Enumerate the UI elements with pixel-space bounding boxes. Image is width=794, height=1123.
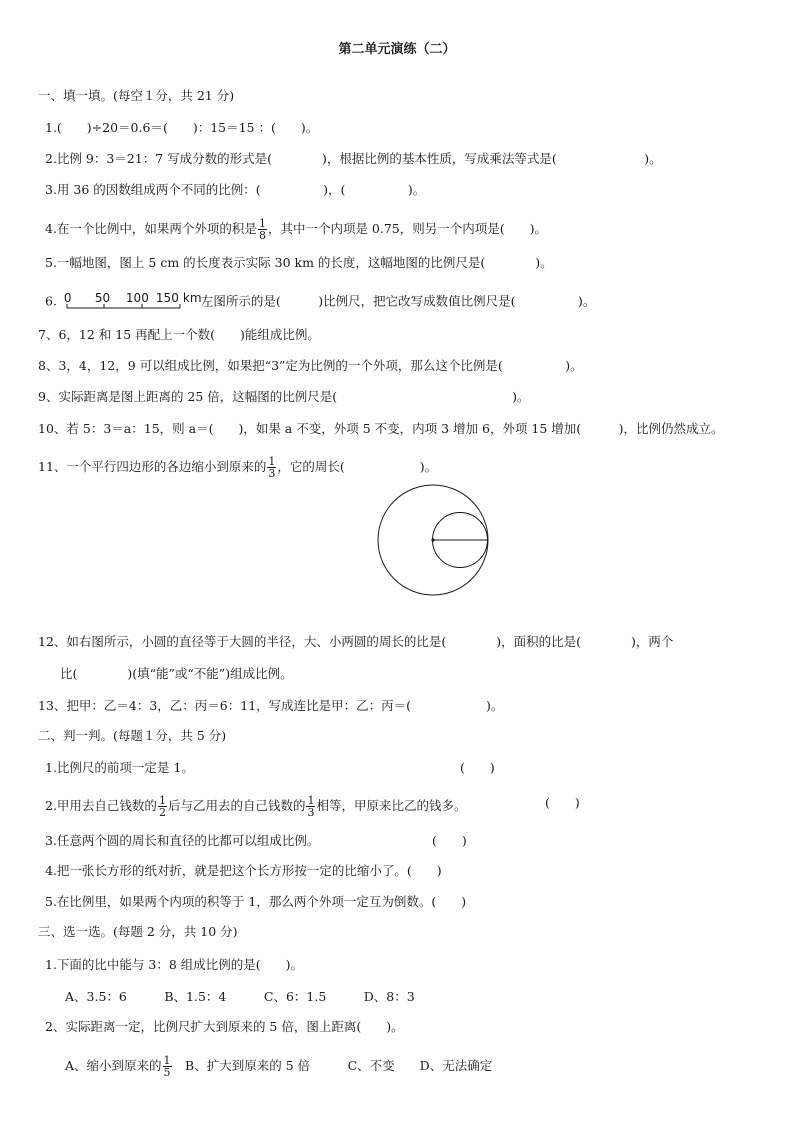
options-b-to-d-text: B、扩大到原来的 5 倍 C、不变 D、无法确定 [172, 1058, 493, 1073]
question-1-11 [38, 456, 437, 479]
fraction-1-3 [267, 456, 276, 479]
scale-label-150: 150 [155, 291, 179, 305]
fraction-1-8 [258, 218, 267, 241]
choice-question-1: 1.下面的比中能与 3：8 组成比例的是( )。 [45, 957, 304, 972]
question-1-7: 7、6，12 和 15 再配上一个数( )能组成比例。 [38, 327, 320, 342]
section-2-heading: 二、判一判。(每题１分，共 5 分) [38, 728, 227, 743]
section-3-heading: 三、选一选。(每题 2 分，共 10 分) [38, 924, 238, 939]
question-1-4-text-b: ，其中一个内项是 0.75，则另一个内项是( )。 [267, 221, 547, 236]
question-1-2: 2.比例 9：3＝21：7 写成分数的形式是( )，根据比例的基本性质，写成乘法等式是( )。 [45, 151, 662, 166]
choice-question-2-options [65, 1055, 492, 1078]
question-1-5: 5.一幅地图，图上 5 cm 的长度表示实际 30 km 的长度，这幅地图的比例尺是( )。 [45, 255, 553, 270]
question-1-11-text-b: ，它的周长( )。 [277, 459, 438, 474]
fraction-denominator: 3 [268, 467, 276, 480]
fraction-1-5 [163, 1055, 172, 1078]
question-1-1: 1.( )÷20＝0.6＝( )：15＝15 ：( )。 [45, 120, 319, 135]
judge-answer-3: ( ) [432, 833, 467, 848]
question-1-3: 3.用 36 的因数组成两个不同的比例：( )，( )。 [45, 182, 426, 197]
judge-question-2-text-b: 后与乙用去的自己钱数的 [167, 798, 306, 813]
question-1-6-text: 左图所示的是( )比例尺，把它改写成数值比例尺是( )。 [200, 293, 596, 309]
question-1-6 [45, 291, 595, 313]
question-1-13: 13、把甲：乙＝4：3，乙：丙＝6：11，写成连比是甲：乙：丙＝( )。 [38, 698, 504, 713]
question-1-11-text-a: 11、一个平行四边形的各边缩小到原来的 [38, 459, 267, 474]
question-1-10: 10、若 5：3＝a：15，则 a＝( )，如果 a 不变，外项 5 不变，内项 3 增加 6，外项 15 增加( )，比例仍然成立。 [38, 421, 724, 436]
judge-question-2-text-a: 2.甲用去自己钱数的 [45, 798, 157, 813]
question-1-6-number: 6. [45, 293, 57, 309]
choice-question-2: 2、实际距离一定，比例尺扩大到原来的 5 倍，图上距离( )。 [45, 1019, 404, 1034]
question-1-4-text-a: 4.在一个比例中，如果两个外项的积是 [45, 221, 257, 236]
question-1-8: 8、3，4，12，9 可以组成比例，如果把“3”定为比例的一个外项，那么这个比例是( )。 [38, 358, 583, 373]
line-scale-bar [61, 291, 201, 313]
scale-bar-graphic [61, 291, 201, 313]
scale-label-50: 50 [94, 291, 111, 305]
fraction-numerator: 1 [307, 794, 315, 807]
section-1-heading: 一、填一填。(每空１分，共 21 分) [38, 88, 235, 103]
fraction-1-3 [306, 795, 315, 818]
fraction-denominator: 2 [158, 806, 166, 819]
fraction-denominator: 3 [307, 806, 315, 819]
scale-label-100: 100 [125, 291, 149, 305]
fraction-numerator: 1 [163, 1054, 171, 1067]
judge-answer-2: ( ) [545, 795, 580, 810]
fraction-denominator: 8 [258, 229, 266, 242]
question-1-9: 9、实际距离是图上距离的 25 倍，这幅图的比例尺是( )。 [38, 389, 530, 404]
center-point [431, 538, 434, 541]
scale-label-km: km [182, 291, 202, 305]
judge-question-5: 5.在比例里，如果两个内项的积等于 1，那么两个外项一定互为倒数。( ) [45, 894, 467, 909]
small-circle [433, 513, 488, 568]
judge-question-3: 3.任意两个圆的周长和直径的比都可以组成比例。 [45, 833, 320, 848]
judge-question-1: 1.比例尺的前项一定是 1。 [45, 760, 194, 775]
page-title: 第二单元演练（二） [338, 42, 456, 57]
judge-answer-1: ( ) [460, 760, 495, 775]
scale-label-0: 0 [63, 291, 72, 305]
judge-question-2 [45, 795, 466, 818]
fraction-numerator: 1 [158, 794, 166, 807]
fraction-denominator: 5 [163, 1066, 171, 1079]
judge-question-4: 4.把一张长方形的纸对折，就是把这个长方形按一定的比缩小了。( ) [45, 863, 442, 878]
fraction-1-2 [158, 795, 167, 818]
question-1-12-line-2: 比( )(填“能”或“不能”)组成比例。 [60, 666, 293, 681]
question-1-12-line-1: 12、如右图所示，小圆的直径等于大圆的半径，大、小两圆的周长的比是( )，面积的比是( )，两个 [38, 634, 674, 649]
large-circle [378, 485, 488, 595]
fraction-numerator: 1 [258, 217, 266, 230]
fraction-numerator: 1 [268, 455, 276, 468]
choice-question-1-options: A、3.5：6 B、1.5：4 C、6：1.5 D、8：3 [65, 989, 415, 1004]
question-1-4 [45, 218, 547, 241]
option-a-text: A、缩小到原来的 [65, 1058, 162, 1073]
judge-question-2-text-c: 相等，甲原来比乙的钱多。 [316, 798, 467, 813]
